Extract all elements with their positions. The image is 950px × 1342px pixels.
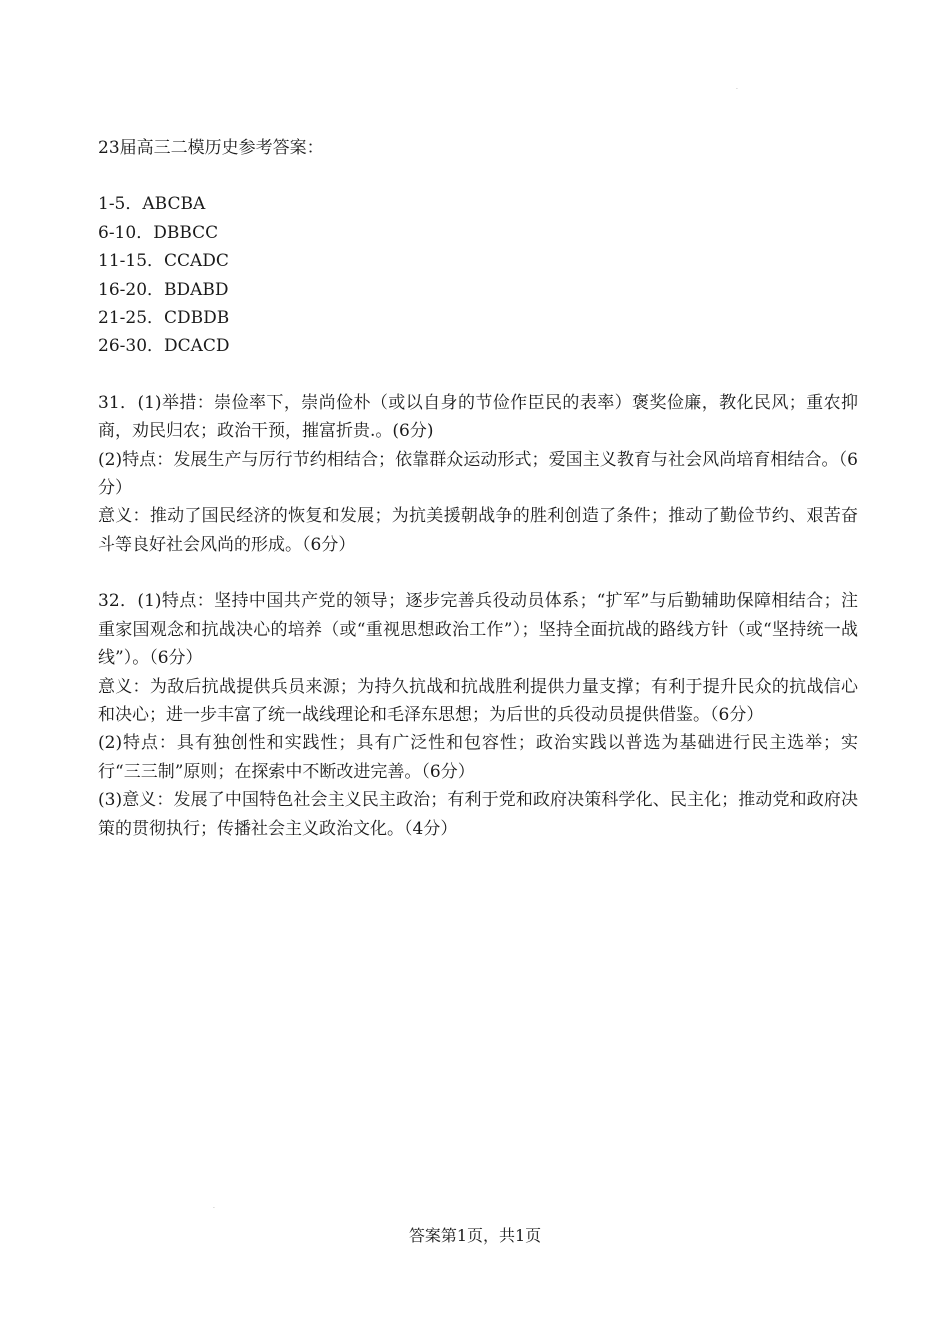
answer-row: 11-15．CCADC xyxy=(98,251,229,272)
answer-paragraph: 意义：为敌后抗战提供兵员来源；为持久抗战和抗战胜利提供力量支撑；有利于提升民众的抗战信心和决心；进一步丰富了统一战线理论和毛泽东思想；为后世的兵役动员提供借鉴。（6分） xyxy=(98,676,858,725)
answer-row: 16-20．BDABD xyxy=(98,279,229,300)
answer-paragraph: (3)意义：发展了中国特色社会主义民主政治；有利于党和政府决策科学化、民主化；推动党和政府决策的贯彻执行；传播社会主义政治文化。（4分） xyxy=(98,790,858,839)
multiple-choice-answers xyxy=(98,190,858,360)
answer-paragraph: 意义：推动了国民经济的恢复和发展；为抗美援朝战争的胜利创造了条件；推动了勤俭节约、艰苦奋斗等良好社会风尚的形成。（6分） xyxy=(98,506,858,555)
corner-mark: · xyxy=(736,86,738,93)
answer-content xyxy=(98,134,858,871)
answer-paragraph: 32．(1)特点：坚持中国共产党的领导；逐步完善兵役动员体系；“扩军”与后勤辅助保障相结合；注重家国观念和抗战决心的培养（或“重视思想政治工作”）；坚持全面抗战的路线方针（或“坚持统一战线”）。（6分） xyxy=(98,591,858,669)
question-32-answer xyxy=(98,587,858,843)
small-mark: · xyxy=(213,1205,215,1212)
answer-row: 1-5．ABCBA xyxy=(98,194,206,215)
answer-paragraph: (2)特点：发展生产与厉行节约相结合；依靠群众运动形式；爱国主义教育与社会风尚培育相结合。（6分） xyxy=(98,449,858,499)
answer-row: 6-10．DBBCC xyxy=(98,222,219,243)
page-footer: 答案第1页，共1页 xyxy=(408,1226,542,1245)
answer-row: 21-25．CDBDB xyxy=(98,308,230,329)
answer-row: 26-30．DCACD xyxy=(98,336,230,357)
answer-paragraph: (2)特点：具有独创性和实践性；具有广泛性和包容性；政治实践以普选为基础进行民主选举；实行“三三制”原则；在探索中不断改进完善。（6分） xyxy=(98,733,858,782)
question-31-answer xyxy=(98,389,858,559)
answer-paragraph: 31．(1)举措：崇俭率下，崇尚俭朴（或以自身的节俭作臣民的表率）褒奖俭廉，教化民风；重农抑商，劝民归农；政治干预，摧富折贵.。(6分) xyxy=(98,392,858,442)
document-title: 23届高三二模历史参考答案： xyxy=(98,138,324,158)
